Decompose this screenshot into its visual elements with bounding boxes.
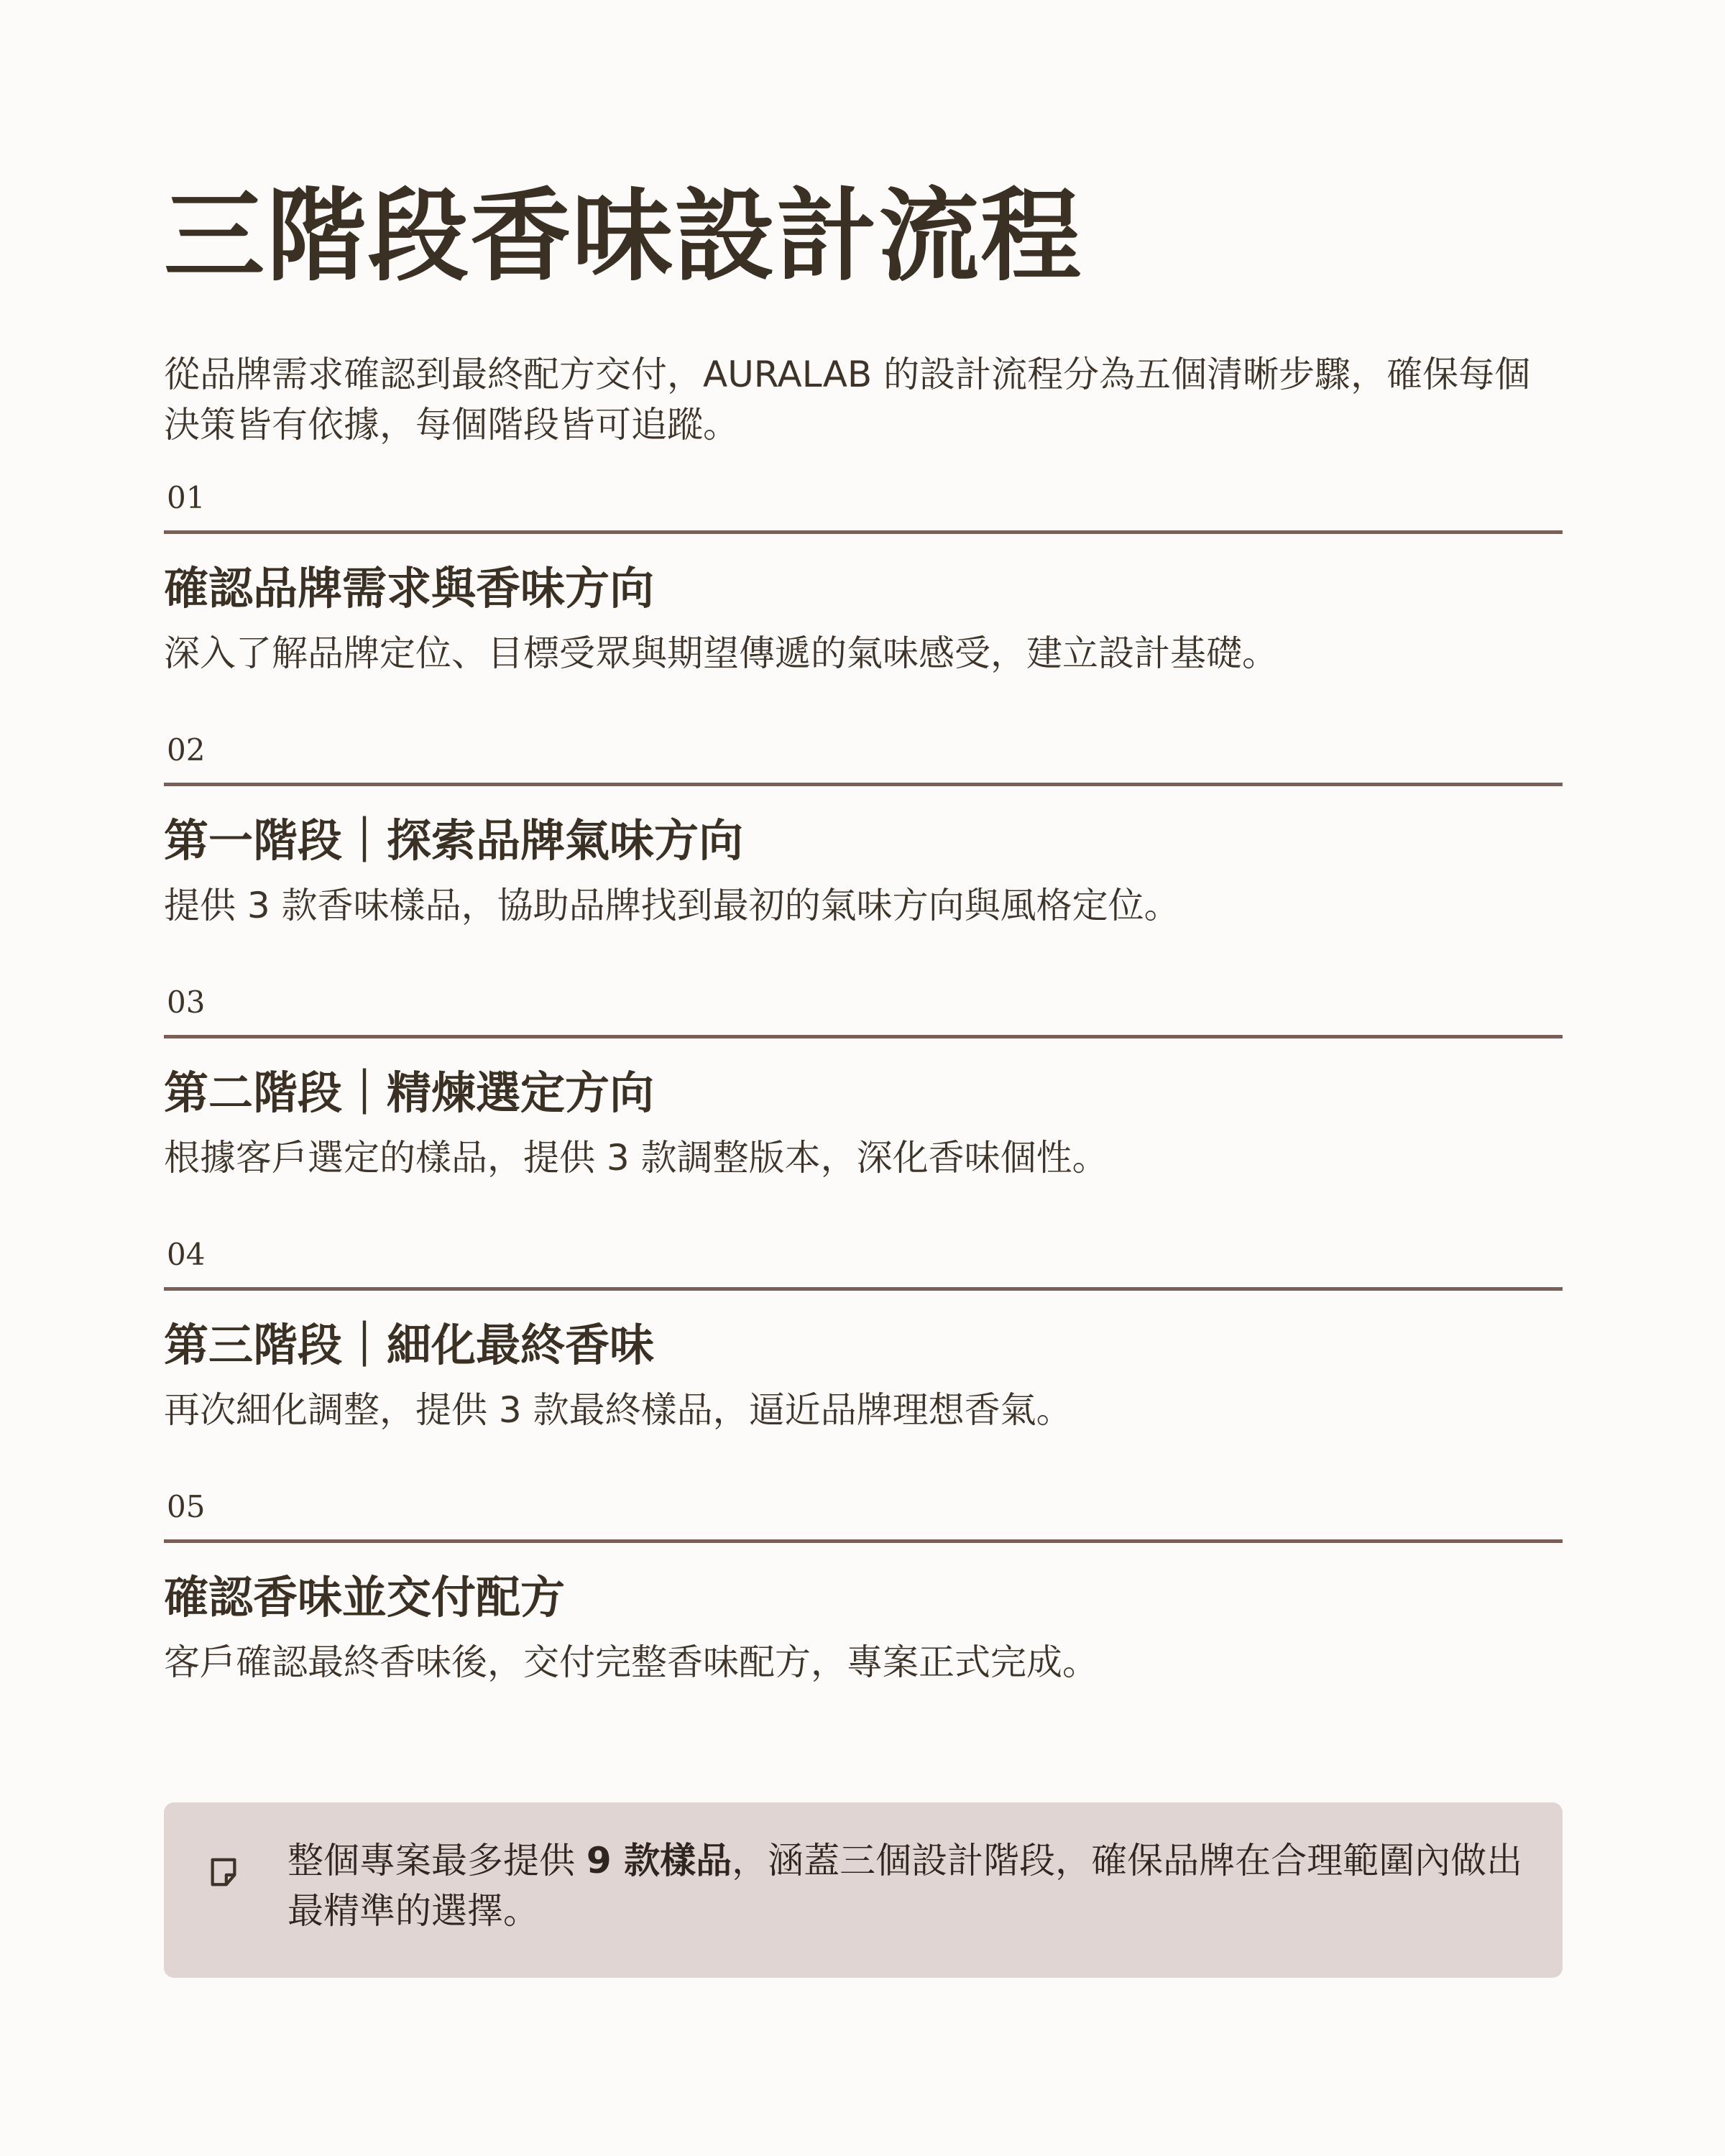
step-item — [164, 985, 1563, 1181]
step-divider — [164, 1539, 1563, 1543]
step-description: 提供 3 款香味樣品，協助品牌找到最初的氣味方向與風格定位。 — [164, 885, 1180, 926]
step-title: 第一階段｜探索品牌氣味方向 — [164, 814, 744, 867]
step-title: 確認品牌需求與香味方向 — [164, 562, 655, 614]
step-description: 根據客戶選定的樣品，提供 3 款調整版本，深化香味個性。 — [164, 1137, 1108, 1179]
step-description: 再次細化調整，提供 3 款最終樣品，逼近品牌理想香氣。 — [164, 1389, 1072, 1431]
note-text-start: 整個專案最多提供 — [288, 1840, 586, 1881]
note-text-highlight: 9 款樣品 — [586, 1840, 732, 1881]
note-text-end: ，涵蓋三個設計階段，確保品牌在合理範圍內做出最精準的選擇。 — [288, 1840, 1523, 1932]
step-title: 第三階段｜細化最終香味 — [164, 1319, 655, 1371]
step-divider — [164, 783, 1563, 786]
step-item — [164, 1489, 1563, 1685]
step-number: 01 — [167, 480, 206, 515]
step-title: 確認香味並交付配方 — [164, 1571, 566, 1623]
step-number: 05 — [167, 1489, 206, 1524]
page-title: 三階段香味設計流程 — [164, 178, 1083, 295]
document-page — [164, 180, 1563, 1685]
step-divider — [164, 1035, 1563, 1038]
step-number: 02 — [167, 732, 206, 768]
sticky-note-icon — [207, 1856, 240, 1889]
note-text — [288, 1835, 1524, 1936]
step-item — [164, 480, 1563, 676]
intro-paragraph: 從品牌需求確認到最終配方交付，AURALAB 的設計流程分為五個清晰步驟，確保每個決策皆有依據，每個階段皆可追蹤。 — [164, 354, 1531, 446]
note-callout — [164, 1802, 1563, 1978]
step-number: 03 — [167, 985, 206, 1020]
step-description: 深入了解品牌定位、目標受眾與期望傳遞的氣味感受，建立設計基礎。 — [164, 632, 1278, 674]
step-title: 第二階段｜精煉選定方向 — [164, 1067, 655, 1119]
step-description: 客戶確認最終香味後，交付完整香味配方，專案正式完成。 — [164, 1641, 1098, 1683]
step-item — [164, 1237, 1563, 1433]
step-item — [164, 732, 1563, 929]
step-divider — [164, 530, 1563, 534]
step-number: 04 — [167, 1237, 206, 1272]
step-divider — [164, 1287, 1563, 1291]
